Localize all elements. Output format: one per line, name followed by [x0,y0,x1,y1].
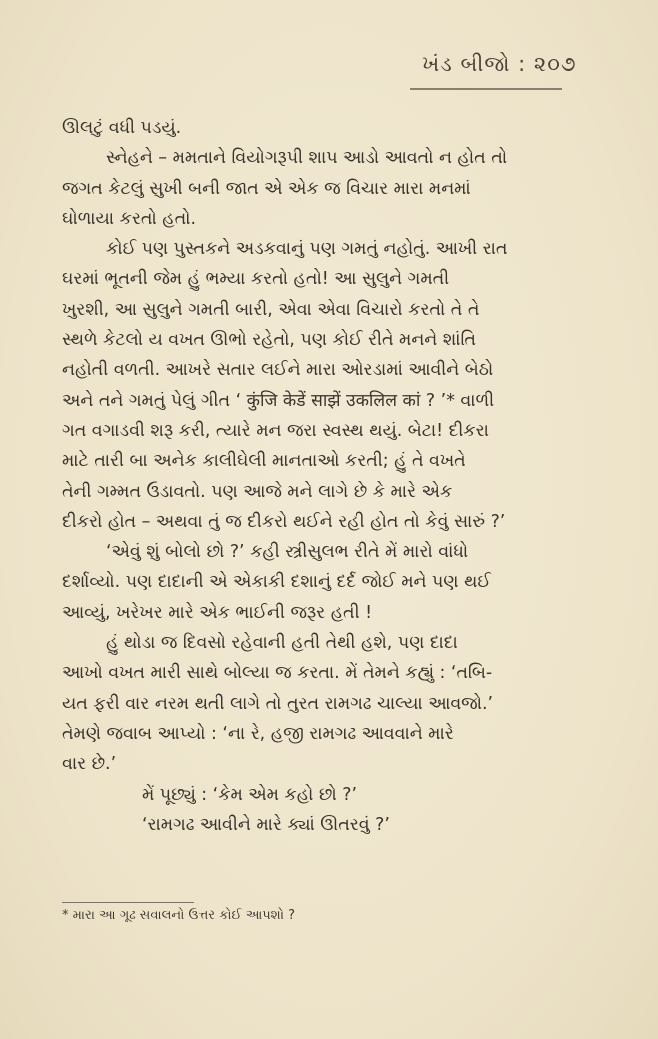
text-line: નહોતી વળતી. આખરે સતાર લઈને મારા ઓરડામાં આવીને બેઠો [62,360,494,381]
text-line: ઘોળાયા કરતો હતો. [62,208,197,229]
text-line: વાર છે.’ [62,754,117,775]
text-line: કોઈ પણ પુસ્તકને અડકવાનું પણ ગમતું નહોતું. આખી રાત [106,239,508,260]
text-line: માટે તારી બા અનેક કાલીઘેલી માનતાઓ કરતી; હું તે વખતે [62,451,466,472]
text-line: આવ્યું, ખરેખર મારે એક ભાઈની જરૂર હતી ! [62,602,373,623]
running-header [400,52,577,96]
text-line: મેં પૂછ્યું : ‘કેમ એમ કહો છો ?’ [142,784,358,805]
text-line: તેમણે જવાબ આપ્યો : ‘ના રે, હજી રામગઢ આવવાને મારે [62,723,454,744]
text-line: ‘એવું શું બોલો છો ?’ કહી સ્ત્રીસુલભ રીતે મેં મારો વાંધો [106,542,469,563]
text-line: જગત કેટલું સુખી બની જાત એ એક જ વિચાર મારા મનમાં [62,178,471,199]
body-text [62,113,610,840]
text-line: ‘રામગઢ આવીને મારે ક્યાં ઊતરવું ?’ [142,814,390,835]
text-line: સ્થળે કેટલો ય વખત ઊભો રહેતો, પણ કોઈ રીતે મનને શાંતિ [62,330,476,351]
text-line: ખુરશી, આ સુલુને ગમતી બારી, એવા એવા વિચારો કરતો તે તે [62,299,480,320]
text-line: દર્શાવ્યો. પણ દાદાની એ એકાકી દશાનું દર્દ જોઈ મને પણ થઈ [62,572,491,593]
text-line: અને તને ગમતું પેલું ગીત ‘ कुंजि केडें साझें उकलिल कां ? ’* વાળી [62,390,495,411]
text-line: ગત વગાડવી શરૂ કરી, ત્યારે મન જરા સ્વસ્થ થયું. બેટા! દીકરા [62,420,489,441]
text-line: હું થોડા જ દિવસો રહેવાની હતી તેથી હશે, પણ દાદા [106,633,458,654]
text-line: યત ફરી વાર નરમ થતી લાગે તો તુરત રામગઢ ચાલ્યા આવજો.’ [62,693,494,714]
footnote: * મારા આ ગૂઢ સવાલનો ઉત્તર કોઈ આપશો ? [62,908,295,923]
running-title: ખંડ બીજો : ૨૦૭ [422,52,577,76]
text-line: ઘરમાં ભૂતની જેમ હું ભમ્યા કરતો હતો! આ સુલુને ગમતી [62,269,450,290]
footnote-rule [62,902,194,903]
text-line: આખો વખત મારી સાથે બોલ્યા જ કરતા. મેં તેમને કહ્યું : ‘તબિ- [62,663,493,684]
text-line: ઊલટું વધી પડયું. [62,118,182,138]
text-line: દીકરો હોત – અથવા તું જ દીકરો થઈને રહી હોત તો કેવું સારું ?’ [62,511,506,532]
text-line: સ્નેહને – મમતાને વિયોગરૂપી શાપ આડો આવતો ન હોત તો [106,148,508,169]
text-line: તેની ગમ્મત ઉડાવતો. પણ આજે મને લાગે છે કે મારે એક [62,481,453,502]
header-rule [410,88,562,90]
